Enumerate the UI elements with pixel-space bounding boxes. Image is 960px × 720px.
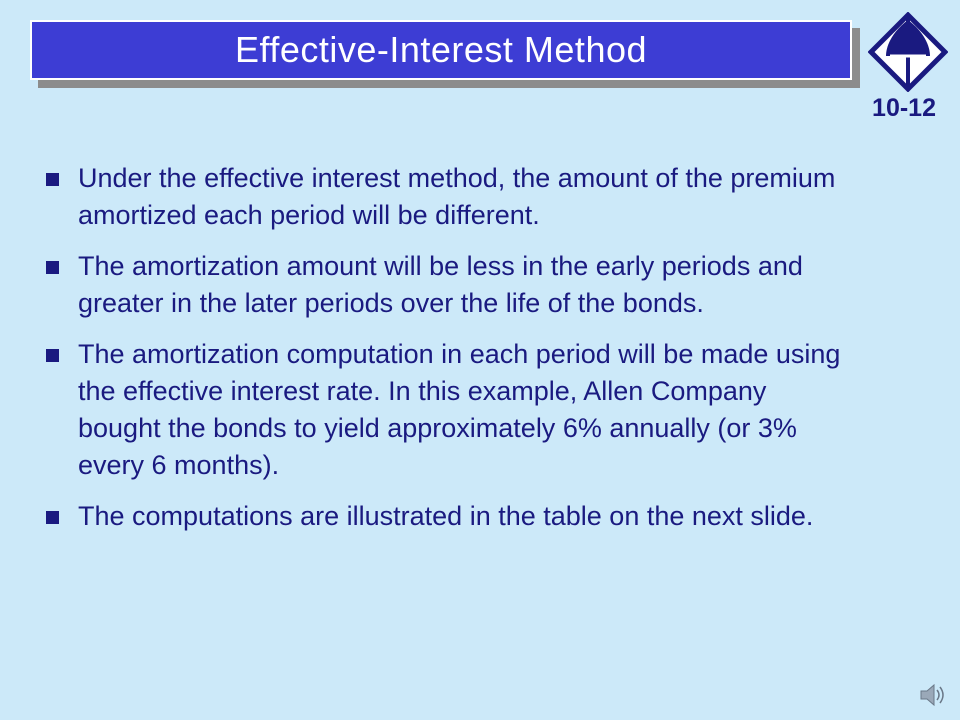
square-bullet-icon [46, 349, 59, 362]
bullet-text: The computations are illustrated in the table on the next slide. [78, 501, 814, 531]
bullet-text: Under the effective interest method, the amount of the premium amortized each period will be different. [78, 163, 836, 230]
square-bullet-icon [46, 511, 59, 524]
slide-number: 10-12 [872, 94, 936, 122]
bullet-text: The amortization computation in each period will be made using the effective interest rate. In this example, Allen Company bought the bonds to yield approximately 6% annually (or 3% every 6 months). [78, 339, 841, 480]
slide-title: Effective-Interest Method [234, 29, 648, 70]
title-bar [30, 20, 852, 80]
bullet-text: The amortization amount will be less in the early periods and greater in the later periods over the life of the bonds. [78, 251, 803, 318]
list-item [46, 160, 846, 234]
diamond-logo-icon [868, 12, 948, 92]
square-bullet-icon [46, 261, 59, 274]
list-item [46, 498, 846, 535]
square-bullet-icon [46, 173, 59, 186]
list-item [46, 336, 846, 484]
list-item [46, 248, 846, 322]
speaker-icon[interactable] [918, 680, 948, 710]
bullet-list [46, 160, 846, 549]
